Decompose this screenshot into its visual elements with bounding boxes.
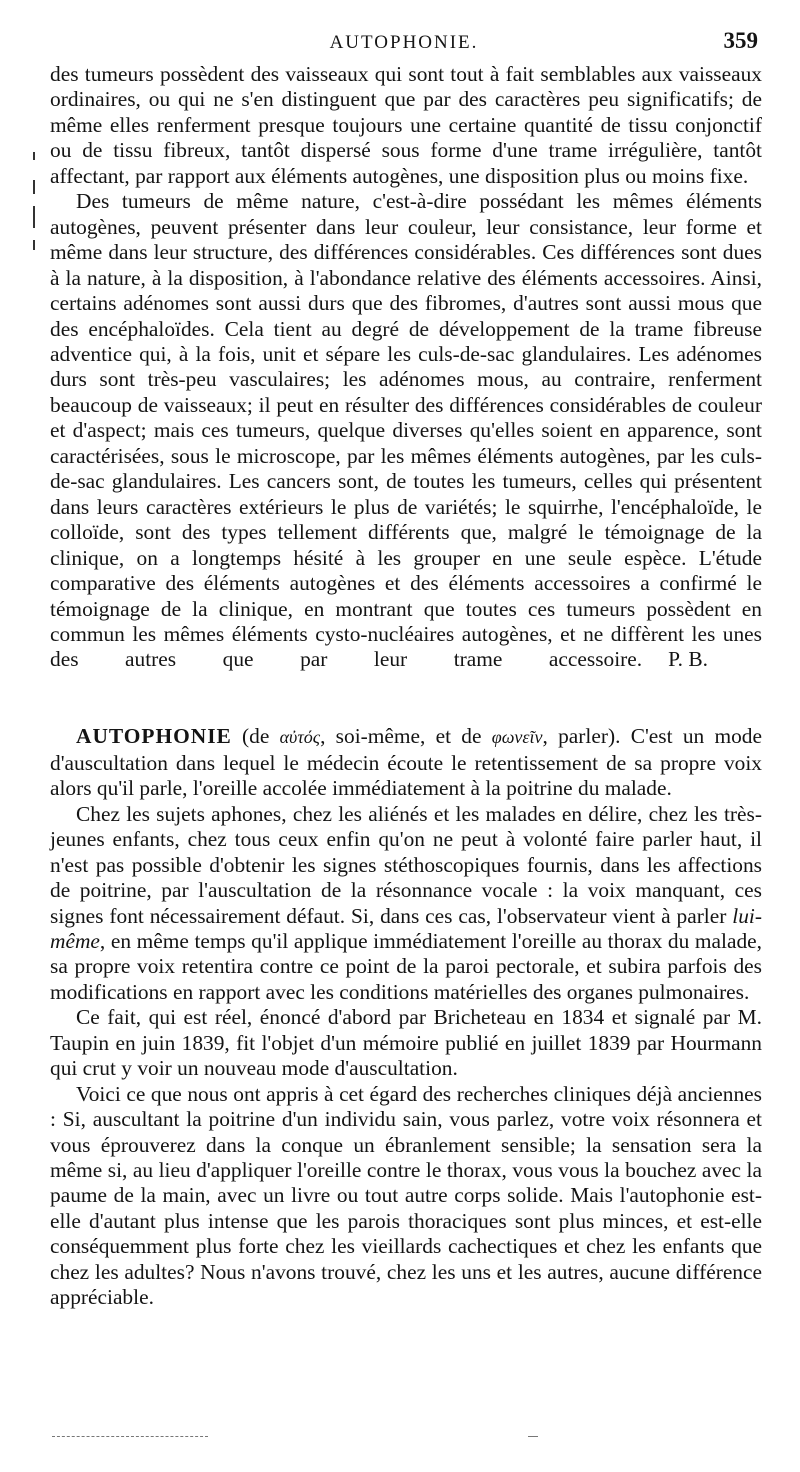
- paragraph-text: Chez les sujets aphones, chez les aliénés et les malades en délire, chez les très-jeunes enfants, chez tous ceux enfin qu'on ne peut à volonté faire parler haut, il n'est pas possible d'obtenir les signes stéthoscopiques fournis, dans les affections de poitrine, par l'auscultation de la résonnance vocale : la voix manquant, ces signes font nécessairement défaut. Si, dans ces cas, l'observateur vient à parler: [50, 801, 762, 928]
- author-signature: P. B.: [668, 647, 708, 672]
- article-autophonie-intro: [50, 724, 762, 801]
- italic-lui-meme: lui-même: [50, 903, 762, 953]
- page-number: 359: [723, 28, 758, 53]
- paragraph-tumeurs-nature: [50, 189, 762, 698]
- paragraph-aphones: [50, 802, 762, 1006]
- paragraph-recherches: Voici ce que nous ont appris à cet égard des recherches cliniques déjà anciennes : Si, auscultant la poitrine d'un individu sain, vous parlez, votre voix résonnera et vous éprouverez dans la conque un ébranlement sensible; la sensation sera la même si, au lieu d'appliquer l'oreille contre le thorax, vous vous la bouchez avec la paume de la main, avec un livre ou tout autre corps solide. Mais l'autophonie est-elle d'autant plus intense que les parois thoraciques sont plus minces, et est-elle conséquemment plus forte chez les vieillards cachectiques et chez les enfants que chez les adultes? Nous n'avons trouvé, chez les uns et les autres, aucune différence appréciable.: [50, 1081, 762, 1310]
- etymology-middle: , soi-même, et de: [320, 724, 492, 749]
- article-headword: AUTOPHONIE: [76, 724, 232, 749]
- running-title: AUTOPHONIE.: [329, 32, 479, 53]
- page-header: [50, 28, 758, 62]
- greek-word-phonein: φωνεῖν: [491, 727, 543, 748]
- paragraph-tumeurs-continued: des tumeurs possèdent des vaisseaux qui sont tout à fait semblables aux vaisseaux ordinaires, ou qui ne s'en distinguent que par des caractères peu significatifs; de même elles renferment presque toujours une certaine quantité de tissu conjonctif ou de tissu fibreux, tantôt dispersé sous forme d'une trame irrégulière, tantôt affectant, par rapport aux éléments autogènes, une disposition plus ou moins fixe.: [50, 62, 762, 188]
- gutter-marks: [30, 152, 40, 262]
- etymology-close: , parler).: [542, 724, 631, 749]
- body-text: [50, 62, 762, 1311]
- paragraph-historique: Ce fait, qui est réel, énoncé d'abord par Bricheteau en 1834 et signalé par M. Taupin en juin 1839, fit l'objet d'un mémoire publié en juillet 1839 par Hourmann qui crut y voir un nouveau mode d'auscultation.: [50, 1005, 762, 1081]
- footer-dashed-rule: [52, 1436, 208, 1437]
- etymology-open: (de: [231, 724, 280, 749]
- footer-mark: [528, 1436, 538, 1437]
- greek-word-autos: αὐτός: [279, 727, 321, 748]
- paragraph-text: , en même temps qu'il applique immédiatement l'oreille au thorax du malade, sa propre voix retentira contre ce point de la paroi pectorale, et subira parfois des modifications en rapport avec les conditions matérielles des organes pulmonaires.: [50, 928, 762, 1004]
- paragraph-text: Des tumeurs de même nature, c'est-à-dire possédant les mêmes éléments autogènes, peuvent présenter dans leur couleur, leur consistance, leur forme et même dans leur structure, des différences considérables. Ces différences sont dues à la nature, à la disposition, à l'abondance relative des éléments accessoires. Ainsi, certains adénomes sont aussi durs que des fibromes, d'autres sont aussi mous que des encéphaloïdes. Cela tient au degré de développement de la trame fibreuse adventice qui, à la fois, unit et sépare les culs-de-sac glandulaires. Les adénomes durs sont très-peu vasculaires; les adénomes mous, au contraire, renferment beaucoup de vaisseaux; il peut en résulter des différences considérables de couleur et d'aspect; mais ces tumeurs, quelque diverses qu'elles soient en apparence, sont caractérisées, sous le microscope, par les mêmes éléments autogènes, par les culs-de-sac glandulaires. Les cancers sont, de toutes les tumeurs, celles qui présentent dans leurs caractères extérieurs le plus de variétés; le squirrhe, l'encéphaloïde, le colloïde, sont des types tellement différents que, malgré le témoignage de la clinique, on a longtemps hésité à les grouper en une seule espèce. L'étude comparative des éléments autogènes et des éléments accessoires a confirmé le témoignage de la clinique, en montrant que toutes ces tumeurs possèdent en commun les mêmes éléments cysto-nucléaires autogènes, et ne diffèrent les unes des autres que par leur trame accessoire.: [50, 189, 762, 672]
- article-definition: C'est un mode d'auscultation dans lequel le médecin écoute le retentissement de sa propre voix alors qu'il parle, l'oreille accolée immédiatement à la poitrine du malade.: [50, 724, 762, 801]
